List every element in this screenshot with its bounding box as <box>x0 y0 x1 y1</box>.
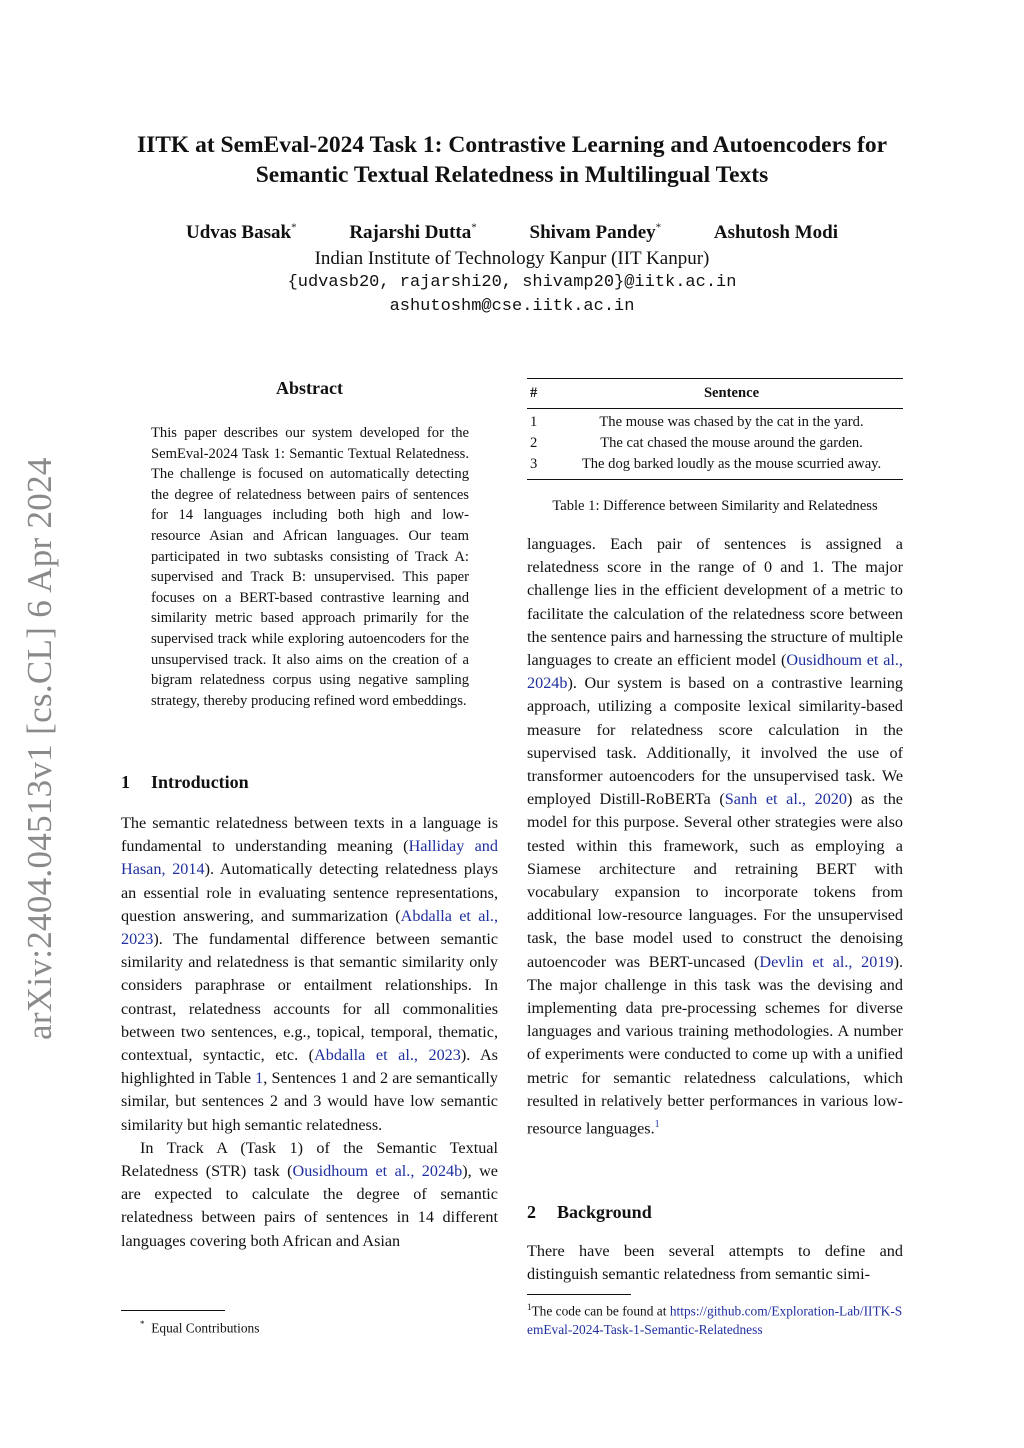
affiliation: Indian Institute of Technology Kanpur (IIT Kanpur) <box>314 248 710 269</box>
table-bottom-rule <box>527 479 903 480</box>
intro-paragraph-2: In Track A (Task 1) of the Semantic Textual Relatedness (STR) task (Ousidhoum et al., 2024b), we are expected to calculate the degree of semantic relatedness between pairs of sentences in 14 different languages covering both African and Asian <box>121 1138 498 1250</box>
right-column-body <box>527 533 903 1141</box>
footnote-rule <box>527 1294 631 1295</box>
citation-link[interactable]: Abdalla et al., 2023 <box>314 1046 461 1065</box>
citation-link[interactable]: Devlin et al., 2019 <box>759 952 894 971</box>
author: Shivam Pandey* <box>529 222 662 244</box>
intro-paragraph-1: The semantic relatedness between texts in a language is fundamental to understanding meaning (Halliday and Hasan, 2014). Automatically detecting relatedness plays an essential role in evaluating sentence representations, question answering, and summarization (Abdalla et al., 2023). The fundamental difference between semantic similarity and relatedness is that semantic similarity only considers paraphrase or entailment relationships. In contrast, relatedness accounts for all commonalities between two sentences, e.g., topical, temporal, thematic, contextual, syntactic, etc. (Abdalla et al., 2023). As highlighted in Table 1, Sentences 1 and 2 are semantically similar, but sentences 2 and 3 would have low semantic similarity but high semantic relatedness. <box>121 814 498 1134</box>
abstract-text: This paper describes our system developed for the SemEval-2024 Task 1: Semantic Textual Relatedness. The challenge is focused on automatically detecting the degree of relatedness between pairs of sentences for 14 languages including both high and low-resource Asian and African languages. Our team participated in two subtasks consisting of Track A: supervised and Track B: unsupervised. This paper focuses on a BERT-based contrastive learning and similarity metric based approach primarily for the supervised track while exploring autoencoders for the unsupervised track. It also aims on the creation of a bigram relatedness corpus using negative sampling strategy, thereby producing refined word embeddings. <box>151 425 469 709</box>
title-line-1: IITK at SemEval-2024 Task 1: Contrastive Learning and Autoencoders for <box>136 132 888 158</box>
footnote-marker-link[interactable]: 1 <box>654 1119 660 1131</box>
table-1 <box>527 378 903 515</box>
citation-link[interactable]: Ousidhoum et al., 2024b <box>527 651 903 693</box>
background-body <box>527 1240 903 1286</box>
arxiv-identifier: arXiv:2404.04513v1 [cs.CL] 6 Apr 2024 <box>20 457 59 1040</box>
footnote-code-link: $^1$The code can be found at https://github.com/Exploration-Lab/IITK-SemEval-2024-Task-1-Semantic-Relatedness <box>527 1302 903 1337</box>
github-link[interactable]: https://github.com/Exploration-Lab/IITK-SemEval-2024-Task-1-Semantic-Relatedness <box>527 1303 903 1337</box>
footnote-rule <box>121 1310 225 1311</box>
background-heading: 2 Background <box>527 1202 652 1222</box>
table-reference-link[interactable]: 1 <box>255 1069 264 1088</box>
background-paragraph: There have been several attempts to define and distinguish semantic relatedness from semantic simi- <box>527 1242 903 1284</box>
author: Rajarshi Dutta* <box>349 222 477 244</box>
citation-link[interactable]: Halliday and Hasan, 2014 <box>121 837 498 879</box>
email-line-1: {udvasb20, rajarshi20, shivamp20}@iitk.ac.in <box>287 273 737 292</box>
table-body <box>527 409 903 479</box>
table-row: 2 The cat chased the mouse around the garden. <box>530 435 863 451</box>
intro-heading: 1 Introduction <box>121 772 249 792</box>
intro-paragraph-continued: languages. Each pair of sentences is assigned a relatedness score in the range of 0 and 1. The major challenge lies in the efficient development of a metric to facilitate the calculation of the relatedness score between the sentence pairs and harnessing the structure of multiple languages to create an efficient model (Ousidhoum et al., 2024b). Our system is based on a contrastive learning approach, utilizing a composite lexical similarity-based measure for relatedness score calculation in the supervised task. Additionally, it involved the use of transformer autoencoders for the unsupervised task. We employed Distill-RoBERTa (Sanh et al., 2020) as the model for this purpose. Several other strategies were also tested within this framework, such as employing a Siamese architecture and retraining BERT with vocabulary expansion to incorporate tokens from additional low-resource languages. For the unsupervised task, the base model used to construct the denoising autoencoder was BERT-uncased (Devlin et al., 2019). The major challenge in this task was the devising and implementing data pre-processing schemes for diverse languages and various training methodologies. A number of experiments were conducted to come up with a unified metric for semantic relatedness calculations, which resulted in relatively better performances in various low-resource languages.$^1$ <box>527 535 903 1138</box>
column-header-number: # <box>530 385 538 401</box>
table-header-row <box>527 379 903 408</box>
citation-link[interactable]: Ousidhoum et al., 2024b <box>292 1162 463 1181</box>
table-row: 3 The dog barked loudly as the mouse scurried away. <box>530 456 882 472</box>
intro-body <box>121 812 498 1253</box>
abstract-heading: Abstract <box>276 378 343 398</box>
table-row: 1 The mouse was chased by the cat in the yard. <box>530 414 864 430</box>
paper-title <box>100 130 924 190</box>
title-line-2: Semantic Textual Relatedness in Multilingual Texts <box>255 162 769 188</box>
email-line-2: ashutoshm@cse.iitk.ac.in <box>389 297 635 316</box>
citation-link[interactable]: Sanh et al., 2020 <box>724 790 847 809</box>
author: Ashutosh Modi <box>713 222 838 244</box>
table-caption: Table 1: Difference between Similarity and Relatedness <box>552 498 878 514</box>
affiliation-block <box>100 247 924 319</box>
column-header-sentence: Sentence <box>703 385 760 401</box>
citation-link[interactable]: Abdalla et al., 2023 <box>121 906 498 949</box>
footnote-equal-contrib: * Equal Contributions <box>140 1319 260 1336</box>
author-list <box>100 222 924 244</box>
author: Udvas Basak* <box>186 222 297 244</box>
